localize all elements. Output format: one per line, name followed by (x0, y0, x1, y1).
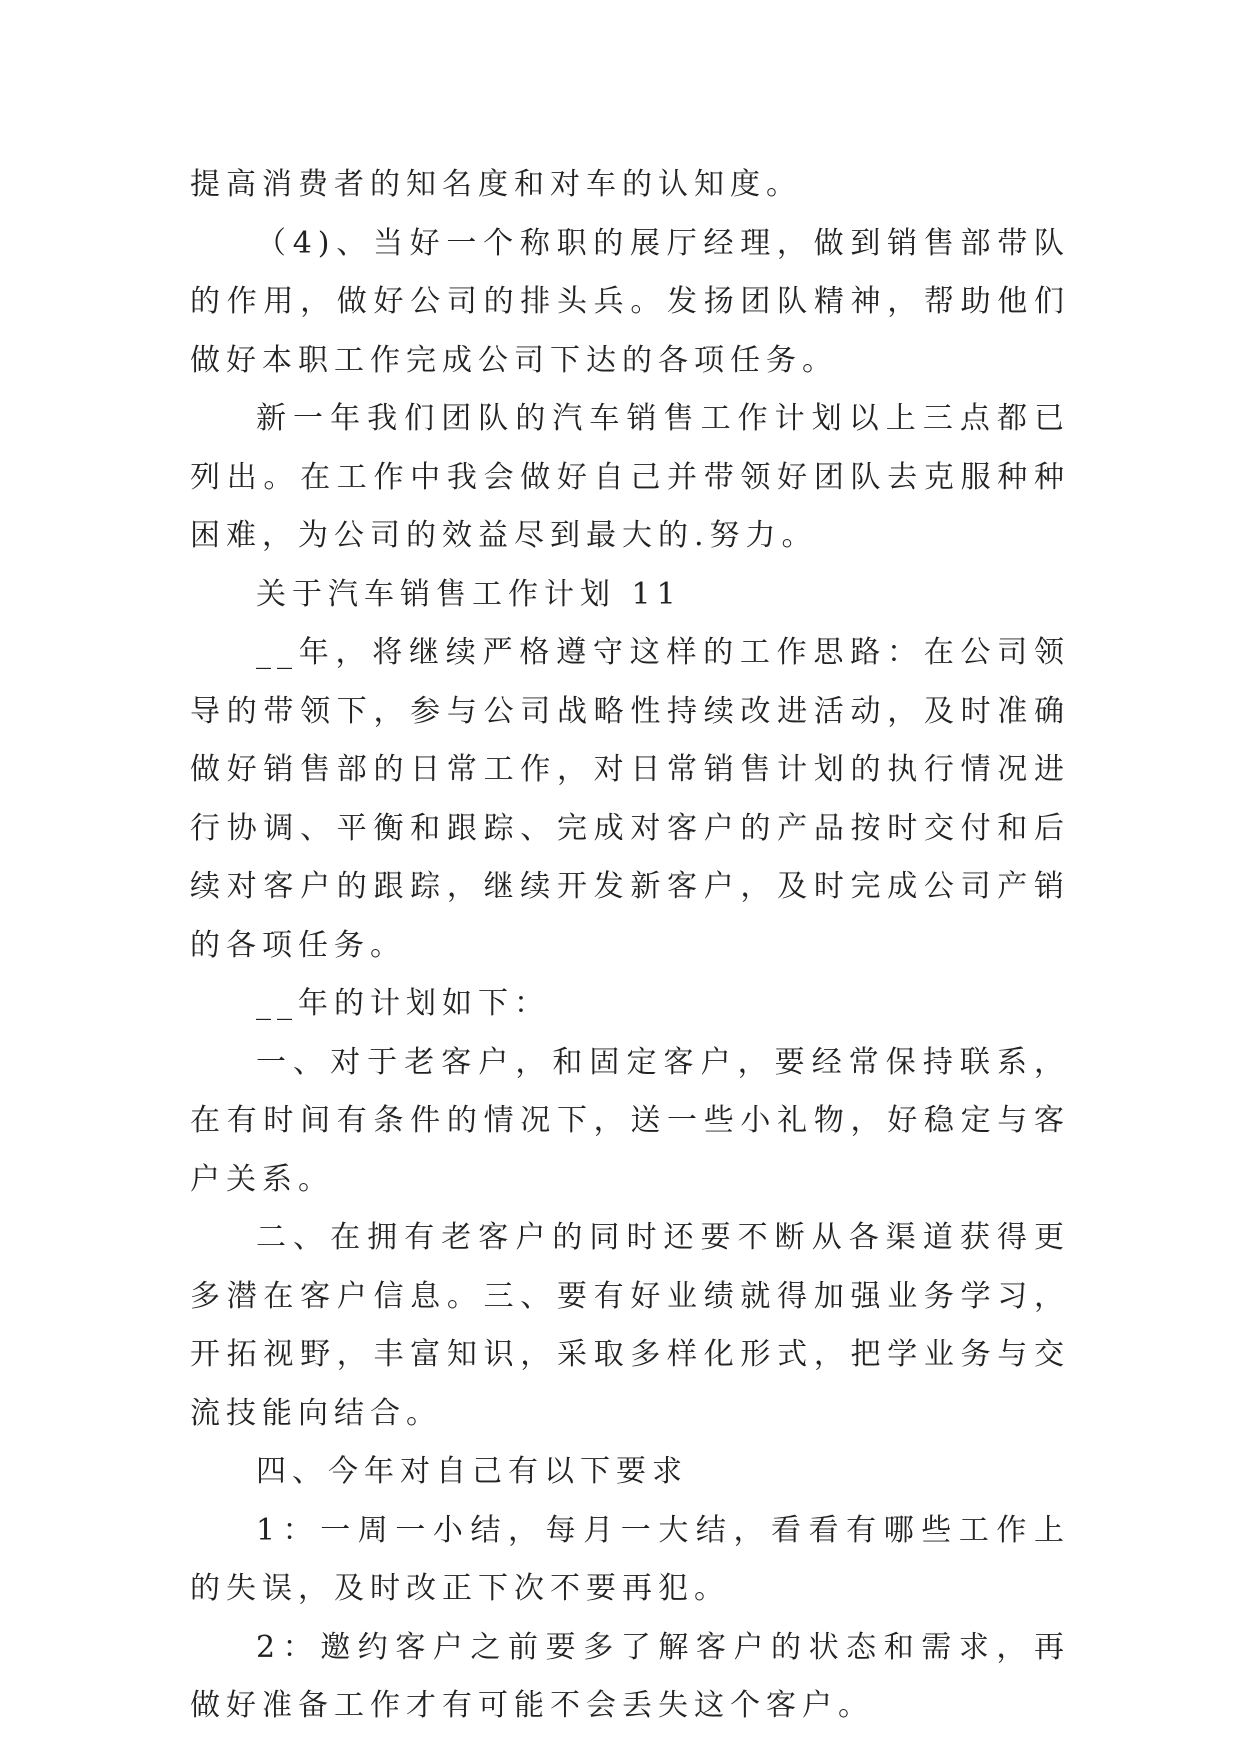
document-body (190, 156, 1070, 1736)
list-item: 四、今年对自己有以下要求 (256, 1454, 688, 1489)
paragraph: 提高消费者的知名度和对车的认知度。 (190, 167, 802, 202)
list-item: 2：邀约客户之前要多了解客户的状态和需求，再做好准备工作才有可能不会丢失这个客户。 (190, 1629, 1070, 1723)
paragraph: 新一年我们团队的汽车销售工作计划以上三点都已列出。在工作中我会做好自己并带领好团队去克服种种困难，为公司的效益尽到最大的.努力。 (190, 401, 1070, 553)
list-item: 二、在拥有老客户的同时还要不断从各渠道获得更多潜在客户信息。三、要有好业绩就得加强业务学习，开拓视野，丰富知识，采取多样化形式，把学业务与交流技能向结合。 (190, 1220, 1070, 1431)
paragraph: （4)、当好一个称职的展厅经理，做到销售部带队的作用，做好公司的排头兵。发扬团队精神，帮助他们做好本职工作完成公司下达的各项任务。 (190, 225, 1070, 378)
list-item: 一、对于老客户，和固定客户，要经常保持联系，在有时间有条件的情况下，送一些小礼物，好稳定与客户关系。 (190, 1044, 1070, 1197)
list-item: 1：一周一小结，每月一大结，看看有哪些工作上的失误，及时改正下次不要再犯。 (190, 1512, 1070, 1606)
section-heading: 关于汽车销售工作计划 11 (256, 576, 682, 612)
paragraph: __年的计划如下： (256, 986, 550, 1021)
paragraph: __年，将继续严格遵守这样的工作思路：在公司领导的带领下，参与公司战略性持续改进活动，及时准确做好销售部的日常工作，对日常销售计划的执行情况进行协调、平衡和跟踪、完成对客户的产品按时交付和后续对客户的跟踪，继续开发新客户，及时完成公司产销的各项任务。 (190, 635, 1070, 963)
